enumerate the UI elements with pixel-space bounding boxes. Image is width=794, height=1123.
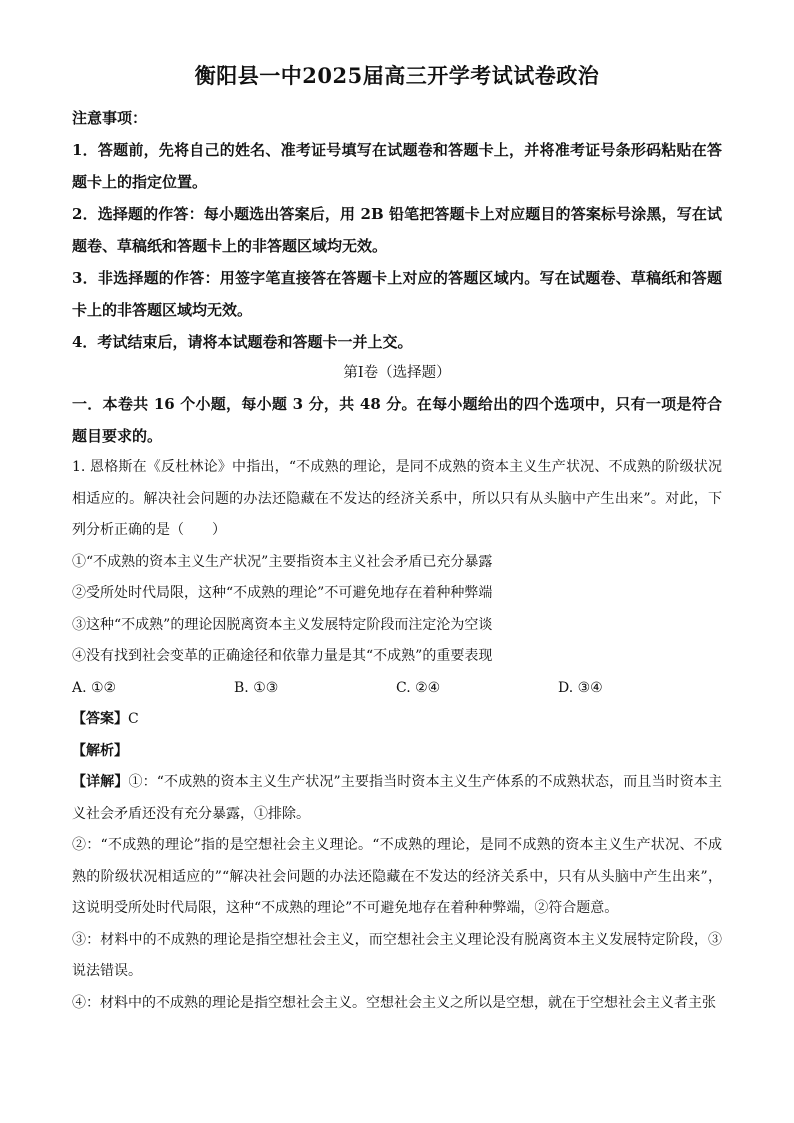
detail-2: ②：“不成熟的理论”指的是空想社会主义理论。“不成熟的理论，是同不成熟的资本主义生产状况、不成熟的阶级状况相适应的”“解决社会问题的办法还隐藏在不发达的经济关系中，只有从头脑中产生出来”，这说明受所处时代局限，这种“不成熟的理论”不可避免地存在着种种弊端，②符合题意。 — [72, 837, 722, 916]
notice-heading: 注意事项： — [72, 109, 148, 127]
notice-item-4: 4．考试结束后，请将本试题卷和答题卡一并上交。 — [72, 333, 413, 351]
statement-4: ④没有找到社会变革的正确途径和依靠力量是其“不成熟”的重要表现 — [72, 648, 493, 664]
option-a: A. ①② — [72, 679, 117, 696]
statement-1: ①“不成熟的资本主义生产状况”主要指资本主义社会矛盾已充分暴露 — [72, 553, 493, 570]
statement-3: ③这种“不成熟”的理论因脱离资本主义发展特定阶段而注定沦为空谈 — [72, 616, 493, 633]
statement-2: ②受所处时代局限，这种“不成熟的理论”不可避免地存在着种种弊端 — [72, 585, 493, 601]
option-b: B. ①③ — [234, 679, 279, 696]
detail-label: 【详解】 — [72, 774, 129, 790]
document-page — [72, 62, 722, 1019]
detail-4: ④：材料中的不成熟的理论是指空想社会主义。空想社会主义之所以是空想，就在于空想社会主义者主张 — [72, 994, 716, 1011]
answer-line — [72, 704, 722, 736]
section-heading: 第Ⅰ卷（选择题） — [343, 365, 451, 381]
option-d: D. ③④ — [558, 679, 603, 696]
option-c: C. ②④ — [396, 679, 441, 696]
question-stem: 1. 恩格斯在《反杜林论》中指出，“不成熟的理论，是同不成熟的资本主义生产状况、不成熟的阶级状况相适应的。解决社会问题的办法还隐藏在不发达的经济关系中，所以只有从头脑中产生出来”。对此，下列分析正确的是（ ） — [72, 459, 722, 538]
notice-section — [72, 102, 722, 358]
question-1 — [72, 452, 722, 1019]
section-instruction: 一．本卷共 16 个小题，每小题 3 分，共 48 分。在每小题给出的四个选项中，只有一项是符合题目要求的。 — [72, 395, 722, 445]
answer-options — [72, 673, 722, 705]
notice-item-3: 3．非选择题的作答：用签字笔直接答在答题卡上对应的答题区域内。写在试题卷、草稿纸和答题卡上的非答题区域均无效。 — [72, 269, 722, 319]
detail-1 — [72, 767, 722, 830]
notice-item-1: 1．答题前，先将自己的姓名、准考证号填写在试题卷和答题卡上，并将准考证号条形码粘贴在答题卡上的指定位置。 — [72, 141, 722, 191]
answer-label: 【答案】 — [72, 711, 128, 727]
notice-item-2: 2．选择题的作答：每小题选出答案后，用 2B 铅笔把答题卡上对应题目的答案标号涂黑，写在试题卷、草稿纸和答题卡上的非答题区域均无效。 — [72, 205, 722, 255]
analysis-label: 【解析】 — [72, 742, 128, 759]
answer-value: C — [128, 711, 139, 727]
detail-1-text: ①：“不成熟的资本主义生产状况”主要指当时资本主义生产体系的不成熟状态，而且当时资本主义社会矛盾还没有充分暴露，①排除。 — [72, 774, 723, 822]
page-title: 衡阳县一中2025届高三开学考试试卷政治 — [194, 63, 600, 88]
detail-3: ③：材料中的不成熟的理论是指空想社会主义，而空想社会主义理论没有脱离资本主义发展特定阶段，③说法错误。 — [72, 931, 722, 979]
